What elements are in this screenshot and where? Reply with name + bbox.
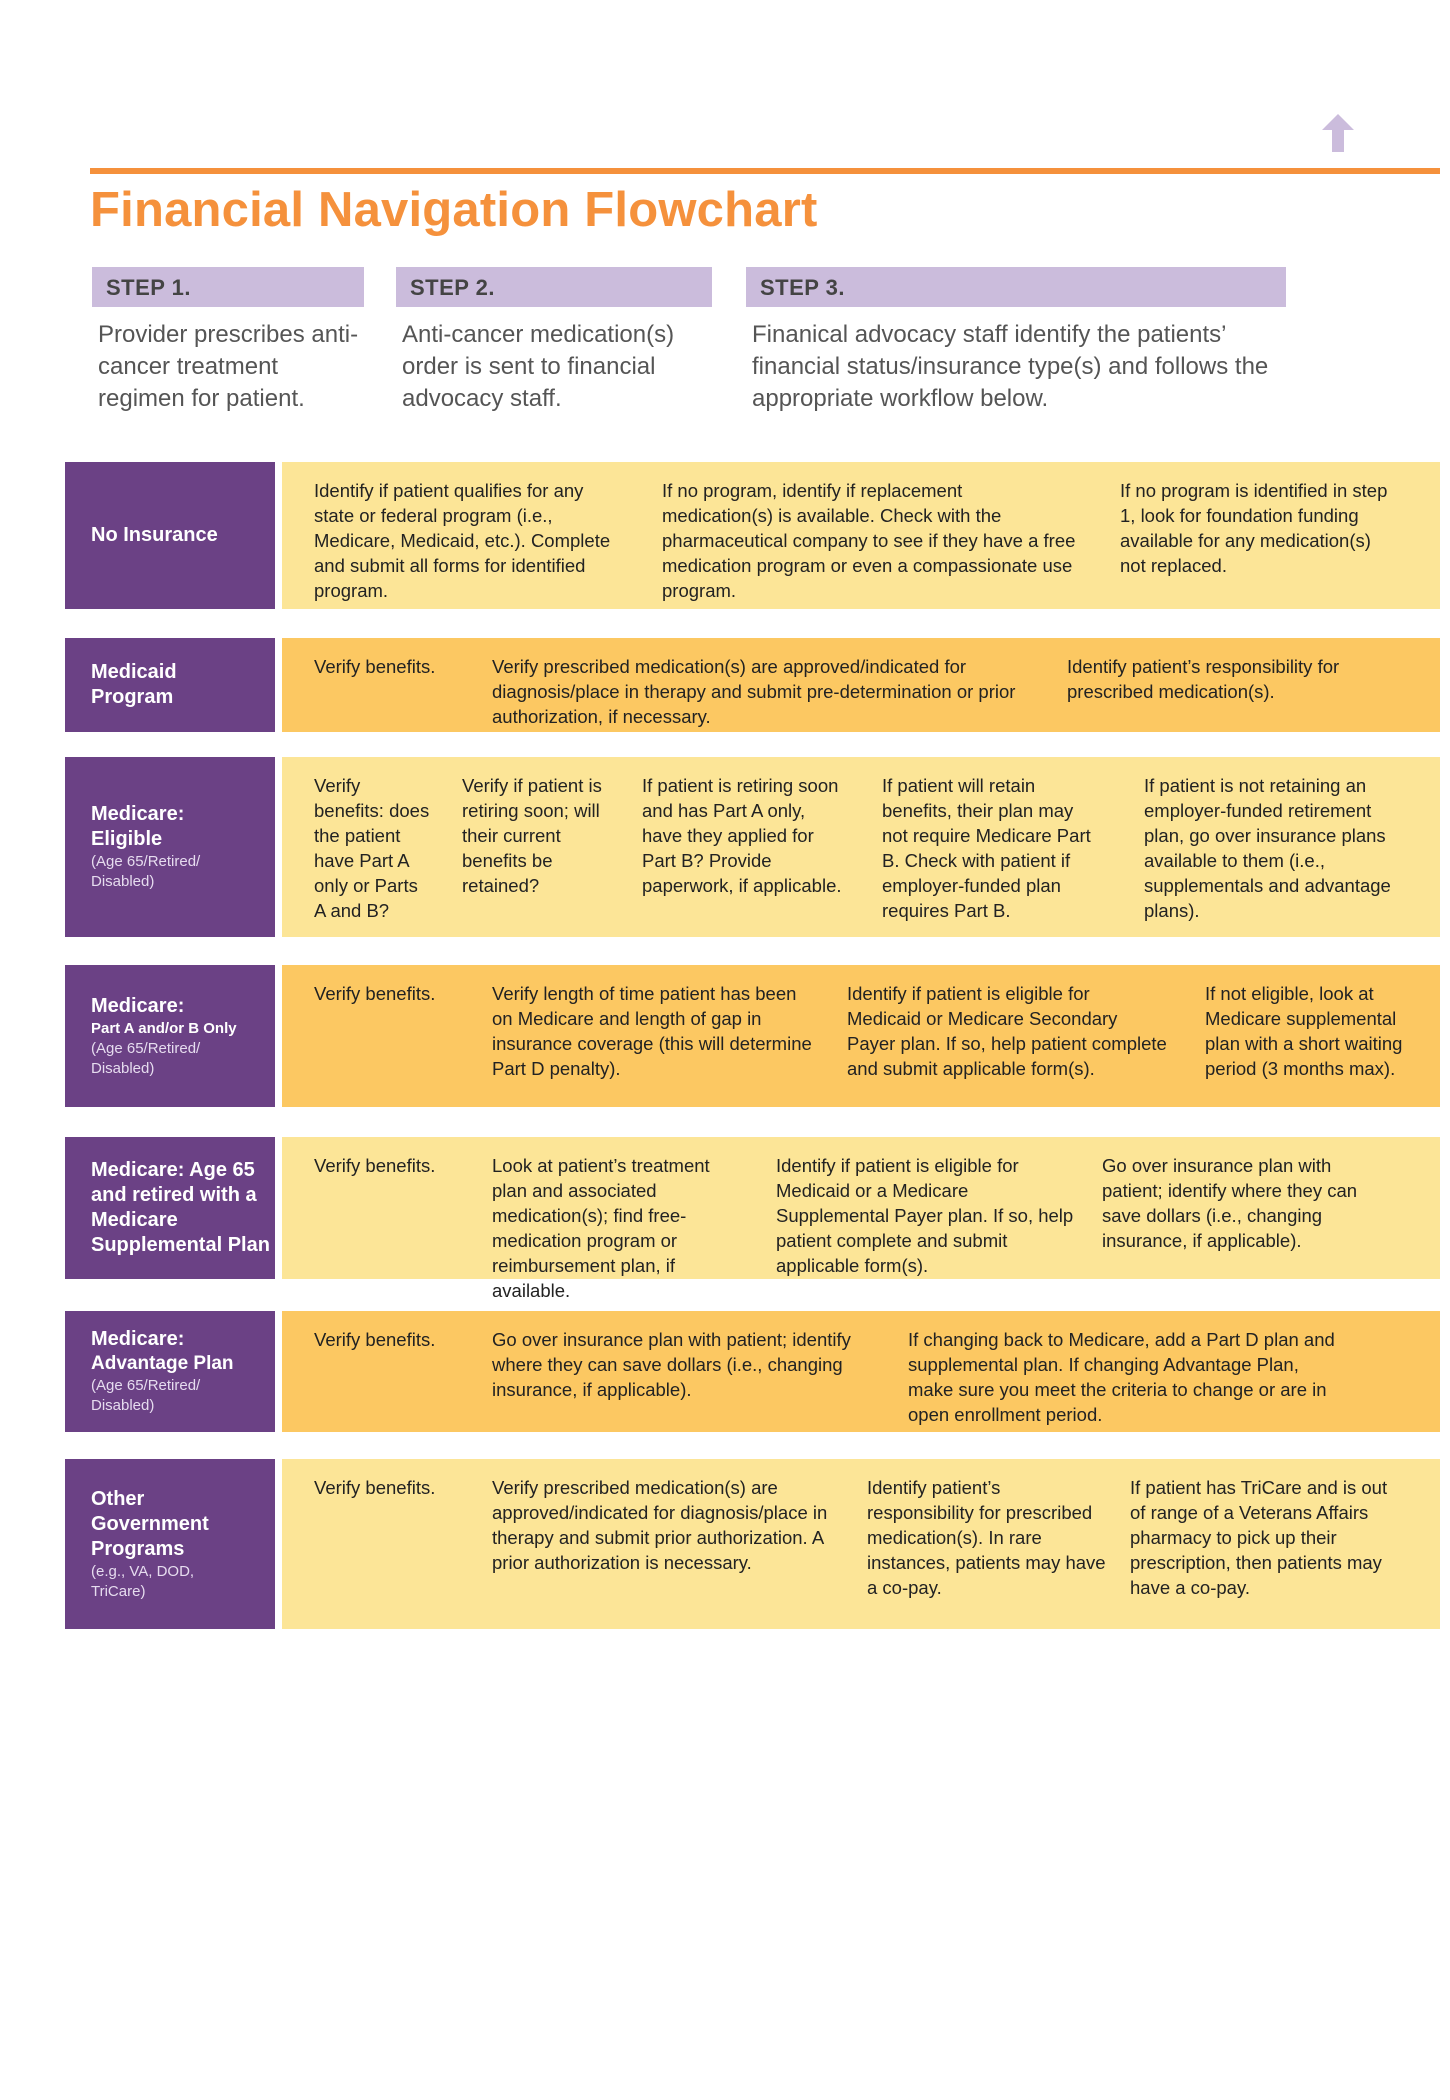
- row-cell: Verify benefits.: [314, 1477, 436, 1498]
- row-medicare-advantage: [65, 1311, 1440, 1432]
- row-label: [65, 1137, 275, 1279]
- row-label-note: (Age 65/Retired/ Disabled): [91, 1377, 201, 1414]
- row-cell: Verify prescribed medication(s) are approved/indicated for diagnosis/place in therapy and submit pre-determination or prior authorization, if necessary.: [492, 656, 1016, 727]
- row-cell: Verify benefits.: [314, 1155, 436, 1176]
- step-3: [746, 267, 1286, 415]
- row-body: [282, 757, 1440, 937]
- row-body: [282, 1311, 1440, 1432]
- row-label-title: No Insurance: [91, 524, 218, 546]
- row-medicare-part-a-b: [65, 965, 1440, 1107]
- step-heading: STEP 3.: [746, 267, 1286, 307]
- row-cell: Look at patient’s treatment plan and associated medication(s); find free-medication program or reimbursement plan, if available.: [492, 1155, 710, 1301]
- row-label: [65, 757, 275, 937]
- row-cell: If no program, identify if replacement medication(s) is available. Check with the pharmaceutical company to see if they have a free medication program or even a compassionate use program.: [662, 480, 1076, 601]
- row-cell: If patient is not retaining an employer-funded retirement plan, go over insurance plans available to them (i.e., supplementals and advantage plans).: [1144, 775, 1391, 921]
- row-body: [282, 965, 1440, 1107]
- row-cell: If no program is identified in step 1, look for foundation funding available for any medication(s) not replaced.: [1120, 480, 1388, 576]
- row-cell: Verify if patient is retiring soon; will their current benefits be retained?: [462, 775, 602, 896]
- row-cell: Identify if patient is eligible for Medicaid or Medicare Secondary Payer plan. If so, help patient complete and submit applicable form(s).: [847, 983, 1167, 1079]
- title-rule: [90, 168, 1440, 174]
- row-label: [65, 638, 275, 732]
- row-medicare-supplemental: [65, 1137, 1440, 1301]
- step-text: Finanical advocacy staff identify the patients’ financial status/insurance type(s) and follows the appropriate workflow below.: [752, 321, 1269, 412]
- row-label: [65, 1311, 275, 1432]
- row-label-title: Medicare:: [91, 994, 185, 1017]
- step-heading: STEP 2.: [396, 267, 712, 307]
- row-cell: Identify if patient is eligible for Medicaid or a Medicare Supplemental Payer plan. If so, help patient complete and submit applicable form(s).: [776, 1155, 1074, 1276]
- row-label-title: Medicare:: [91, 1328, 185, 1350]
- row-body: [282, 1459, 1440, 1629]
- step-1: [92, 267, 364, 415]
- row-label-title: Medicaid Program: [91, 661, 177, 708]
- row-label-title: Medicare: Age 65 and retired with a Medicare Supplemental Plan: [91, 1159, 270, 1256]
- row-cell: Identify if patient qualifies for any state or federal program (i.e., Medicare, Medicaid, etc.). Complete and submit all forms for identified program.: [314, 480, 611, 601]
- step-2: [396, 267, 712, 415]
- row-label: [65, 965, 275, 1107]
- row-label-title: Other Government Programs: [91, 1487, 209, 1560]
- row-cell: If not eligible, look at Medicare supplemental plan with a short waiting period (3 months max).: [1205, 983, 1403, 1079]
- row-label-sublabel: Part A and/or B Only: [91, 1019, 237, 1037]
- row-cell: If patient has TriCare and is out of range of a Veterans Affairs pharmacy to pick up their prescription, then patients may have a co-pay.: [1130, 1477, 1388, 1598]
- row-cell: If patient will retain benefits, their plan may not require Medicare Part B. Check with patient if employer-funded plan requires Part B.: [882, 775, 1091, 921]
- row-label: [65, 462, 275, 609]
- row-cell: If patient is retiring soon and has Part A only, have they applied for Part B? Provide paperwork, if applicable.: [642, 775, 842, 896]
- row-label: [65, 1459, 275, 1629]
- step-heading: STEP 1.: [92, 267, 364, 307]
- row-other-government: [65, 1459, 1440, 1629]
- row-cell: Verify benefits: does the patient have Part A only or Parts A and B?: [314, 775, 430, 921]
- row-label-note: (Age 65/Retired/ Disabled): [91, 853, 201, 890]
- row-cell: If changing back to Medicare, add a Part D plan and supplemental plan. If changing Advantage Plan, make sure you meet the criteria to change or are in open enrollment period.: [908, 1329, 1335, 1425]
- row-cell: Verify length of time patient has been on Medicare and length of gap in insurance coverage (this will determine Part D penalty).: [492, 983, 812, 1079]
- row-cell: Identify patient’s responsibility for prescribed medication(s). In rare instances, patients may have a co-pay.: [867, 1477, 1106, 1598]
- row-label-note: (Age 65/Retired/ Disabled): [91, 1039, 201, 1077]
- row-cell: Identify patient’s responsibility for prescribed medication(s).: [1067, 656, 1340, 702]
- row-cell: Go over insurance plan with patient; identify where they can save dollars (i.e., changing insurance, if applicable).: [1102, 1155, 1358, 1251]
- row-body: [282, 638, 1440, 732]
- row-body: [282, 462, 1440, 609]
- row-cell: Verify prescribed medication(s) are approved/indicated for diagnosis/place in therapy and submit prior authorization. A prior authorization is necessary.: [492, 1477, 828, 1573]
- page-title: Financial Navigation Flowchart: [90, 183, 818, 237]
- row-label-title: Medicare: Eligible: [91, 803, 185, 850]
- row-medicare-eligible: [65, 757, 1440, 937]
- row-label-sublabel: Advantage Plan: [91, 1353, 234, 1374]
- row-cell: Verify benefits.: [314, 1329, 436, 1350]
- row-medicaid-program: [65, 638, 1440, 732]
- row-body: [282, 1137, 1440, 1301]
- row-cell: Verify benefits.: [314, 983, 436, 1004]
- row-no-insurance: [65, 462, 1440, 609]
- up-arrow-icon[interactable]: [1318, 112, 1358, 154]
- step-text: Anti-cancer medication(s) order is sent to financial advocacy staff.: [402, 321, 675, 412]
- row-label-note: (e.g., VA, DOD, TriCare): [91, 1562, 195, 1600]
- row-cell: Go over insurance plan with patient; identify where they can save dollars (i.e., changing insurance, if applicable).: [492, 1329, 851, 1400]
- step-text: Provider prescribes anti-cancer treatment regimen for patient.: [98, 321, 359, 412]
- row-cell: Verify benefits.: [314, 656, 436, 677]
